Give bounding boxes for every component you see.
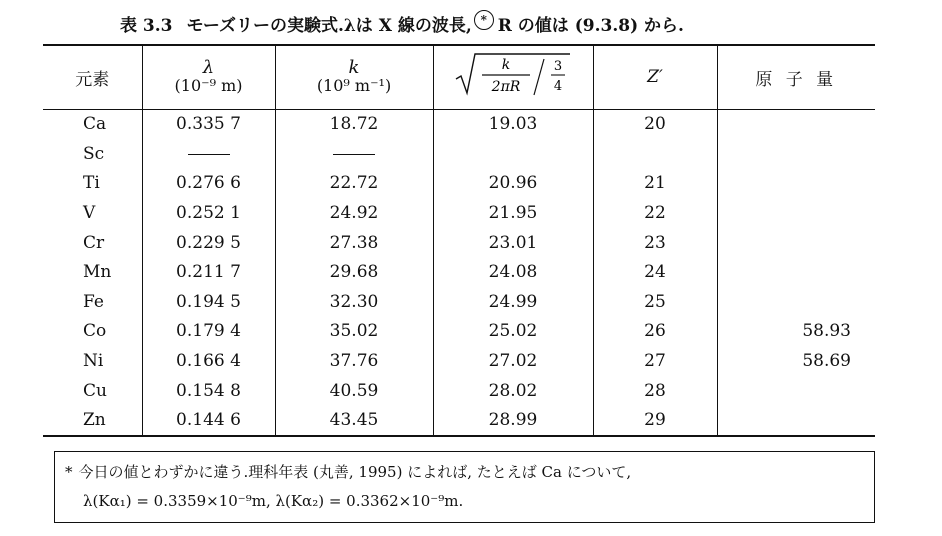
cell-mass [717, 376, 875, 406]
cell-mass: 58.69 [717, 346, 875, 376]
header-k [275, 45, 433, 109]
formula-frac-num: 3 [553, 58, 563, 74]
table-row [43, 109, 875, 139]
cell-root: 24.99 [433, 287, 593, 317]
cell-k: 40.59 [275, 376, 433, 406]
cell-lambda: 0.335 7 [142, 109, 275, 139]
table-row [43, 198, 875, 228]
cell-z: 24 [593, 257, 717, 287]
header-lambda-unit: (10⁻⁹ m) [174, 76, 243, 96]
header-element [43, 45, 142, 109]
footnote-text-1: 今日の値とわずかに違う.理科年表 (丸善, 1995) によれば, たとえば Ca について, [78, 463, 632, 481]
header-element-label: 元素 [75, 69, 110, 90]
cell-element: Ni [83, 351, 104, 372]
footnote-ref-marker: * [474, 10, 494, 30]
formula-slash [534, 59, 544, 95]
cell-k: 43.45 [275, 405, 433, 436]
cell-k: 24.92 [275, 198, 433, 228]
cell-z: 28 [593, 376, 717, 406]
cell-mass [717, 405, 875, 436]
cell-z: 27 [593, 346, 717, 376]
caption-text: モーズリーの実験式.λは X 線の波長, [186, 16, 472, 36]
table-row [43, 257, 875, 287]
table-row [43, 228, 875, 258]
cell-mass [717, 139, 875, 169]
cell-element: Sc [83, 143, 105, 164]
cell-element: Cu [83, 380, 107, 401]
cell-root: 21.95 [433, 198, 593, 228]
cell-element: Zn [43, 405, 142, 436]
cell-element: Fe [83, 291, 104, 312]
cell-z: 29 [593, 405, 717, 436]
cell-k: 37.76 [275, 346, 433, 376]
cell-z: 20 [593, 109, 717, 139]
cell-lambda: 0.252 1 [142, 198, 275, 228]
cell-z: 23 [593, 228, 717, 258]
dash-mark [333, 154, 375, 155]
table-row [43, 287, 875, 317]
cell-z [593, 139, 717, 169]
cell-root: 19.03 [433, 109, 593, 139]
header-lambda [142, 45, 275, 109]
cell-z: 21 [593, 169, 717, 199]
table-caption [120, 10, 920, 36]
header-mass [717, 45, 875, 109]
cell-lambda: 0.154 8 [142, 376, 275, 406]
header-k-unit: (10⁹ m⁻¹) [316, 76, 392, 96]
cell-root: 28.99 [433, 405, 593, 436]
formula-frac-den: 4 [553, 78, 563, 94]
table-header-row [43, 45, 875, 109]
caption-text-2: R の値は (9.3.8) から. [497, 16, 684, 36]
cell-lambda: 0.144 6 [142, 405, 275, 436]
cell-mass [717, 287, 875, 317]
cell-element: Cr [83, 232, 105, 253]
header-formula [433, 45, 593, 109]
table-row [43, 139, 875, 169]
cell-element: Ti [83, 173, 100, 194]
cell-element: Co [83, 321, 107, 342]
table-row [43, 317, 875, 347]
cell-element: Ca [83, 114, 107, 135]
dash-mark [188, 154, 230, 155]
cell-z: 22 [593, 198, 717, 228]
footnote-box [54, 451, 875, 523]
cell-mass [717, 198, 875, 228]
table-row [43, 405, 875, 436]
cell-k: 22.72 [275, 169, 433, 199]
cell-root: 23.01 [433, 228, 593, 258]
cell-k: 32.30 [275, 287, 433, 317]
cell-root: 24.08 [433, 257, 593, 287]
table-row [43, 346, 875, 376]
sqrt-formula-svg [454, 51, 572, 99]
sqrt-formula [454, 51, 572, 99]
cell-z: 26 [593, 317, 717, 347]
cell-element: Mn [83, 262, 112, 283]
cell-lambda: 0.229 5 [142, 228, 275, 258]
cell-mass: 58.93 [717, 317, 875, 347]
header-z [593, 45, 717, 109]
cell-z: 25 [593, 287, 717, 317]
footnote-line-1 [65, 461, 631, 482]
caption-label: 表 3.3 [120, 16, 173, 36]
cell-k: 27.38 [275, 228, 433, 258]
cell-root: 20.96 [433, 169, 593, 199]
cell-lambda [142, 139, 275, 169]
header-k-symbol: k [348, 57, 360, 79]
moseley-table [43, 44, 875, 437]
header-z-label: Z′ [647, 67, 663, 88]
cell-root: 28.02 [433, 376, 593, 406]
formula-den: 2πR [491, 78, 521, 95]
cell-k [275, 139, 433, 169]
cell-element: V [83, 203, 96, 224]
footnote-mark: * [65, 463, 73, 481]
cell-k: 18.72 [275, 109, 433, 139]
header-mass-label: 原 子 量 [755, 69, 838, 90]
cell-lambda: 0.276 6 [142, 169, 275, 199]
cell-mass [717, 228, 875, 258]
table-row [43, 169, 875, 199]
cell-k: 35.02 [275, 317, 433, 347]
cell-lambda: 0.179 4 [142, 317, 275, 347]
cell-mass [717, 109, 875, 139]
footnote-line-2: λ(Kα₁) = 0.3359×10⁻⁹m, λ(Kα₂) = 0.3362×10⁻⁹m. [83, 492, 464, 510]
cell-k: 29.68 [275, 257, 433, 287]
header-lambda-symbol: λ [202, 57, 215, 79]
cell-lambda: 0.166 4 [142, 346, 275, 376]
table-row [43, 376, 875, 406]
cell-lambda: 0.194 5 [142, 287, 275, 317]
cell-root: 25.02 [433, 317, 593, 347]
table-body [43, 109, 875, 436]
cell-root [433, 139, 593, 169]
formula-num: k [501, 56, 511, 73]
cell-root: 27.02 [433, 346, 593, 376]
cell-mass [717, 169, 875, 199]
cell-mass [717, 257, 875, 287]
cell-lambda: 0.211 7 [142, 257, 275, 287]
